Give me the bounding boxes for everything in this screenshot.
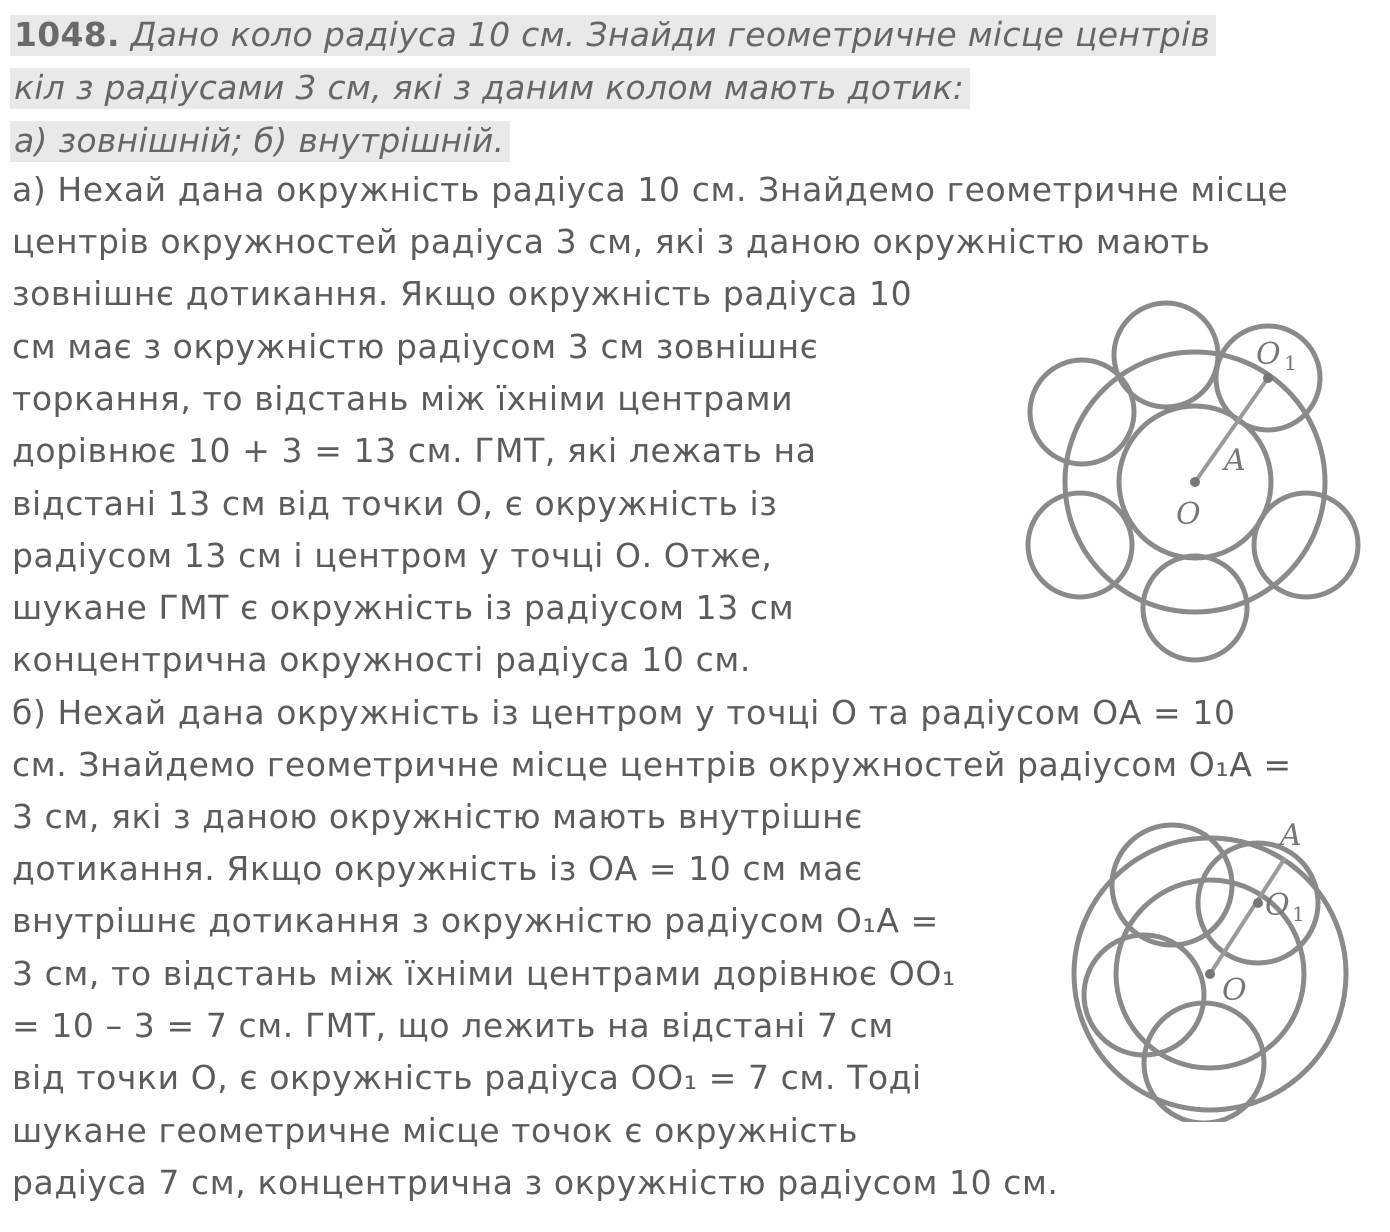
figure-external-tangency — [1020, 298, 1370, 670]
solution-b-line: см. Знайдемо геометричне місце центрів окружностей радіусом О₁А = — [12, 745, 1292, 784]
solution-a-line: відстані 13 см від точки О, є окружність із — [12, 484, 778, 523]
task-number: 1048. — [14, 15, 120, 54]
solution-a-line: центрів окружностей радіуса 3 см, які з даною окружністю мають — [12, 222, 1211, 261]
solution-a-line: шукане ГМТ є окружність із радіусом 13 см — [12, 588, 795, 627]
solution-a-line: концентрична окружності радіуса 10 см. — [12, 640, 751, 679]
point-o1 — [1253, 898, 1263, 908]
task-line-3: а) зовнішній; б) внутрішній. — [10, 114, 1350, 167]
task-line-1: 1048. Дано коло радіуса 10 см. Знайди геометричне місце центрів — [10, 8, 1350, 61]
point-o — [1205, 969, 1215, 979]
task-line-2: кіл з радіусами 3 см, які з даним колом мають дотик: — [10, 61, 1350, 114]
solution-a-line: торкання, то відстань між їхніми центрами — [12, 379, 794, 418]
solution-a-line: а) Нехай дана окружність радіуса 10 см. Знайдемо геометричне місце — [12, 170, 1289, 209]
label-o1: O — [1256, 337, 1281, 372]
solution-b-line: радіуса 7 см, концентрична з окружністю радіусом 10 см. — [12, 1163, 1059, 1202]
task-statement — [10, 8, 1350, 167]
figure-internal-tangency — [1062, 812, 1362, 1122]
solution-b-line: від точки О, є окружність радіуса ОО₁ = 7 см. Тоді — [12, 1058, 922, 1097]
solution-b-line: внутрішнє дотикання з окружністю радіусом О₁А = — [12, 901, 939, 940]
label-o1-subscript: 1 — [1284, 351, 1297, 375]
solution-b-line: 3 см, то відстань між їхніми центрами дорівнює ОО₁ — [12, 954, 956, 993]
solution-a-line: дорівнює 10 + 3 = 13 см. ГМТ, які лежать на — [12, 431, 817, 470]
solution-b-line: шукане геометричне місце точок є окружність — [12, 1111, 859, 1150]
solution-a-line: см має з окружністю радіусом 3 см зовнішнє — [12, 327, 819, 366]
label-a: A — [1280, 818, 1302, 853]
point-o1 — [1263, 373, 1273, 383]
label-o: O — [1176, 497, 1201, 532]
solution-b-line: дотикання. Якщо окружність із ОА = 10 см має — [12, 849, 863, 888]
label-o1: O — [1265, 888, 1290, 923]
label-o1-subscript: 1 — [1292, 902, 1305, 926]
tangent-circle — [1030, 360, 1134, 464]
label-a: A — [1224, 443, 1246, 478]
label-o: O — [1222, 973, 1247, 1008]
point-o — [1190, 477, 1200, 487]
solution-a-line: радіусом 13 см і центром у точці О. Отже, — [12, 536, 773, 575]
solution-b-line: 3 см, які з даною окружністю мають внутрішнє — [12, 797, 863, 836]
solution-b-line: б) Нехай дана окружність із центром у точці О та радіусом ОА = 10 — [12, 693, 1236, 732]
solution-b-line: = 10 – 3 = 7 см. ГМТ, що лежить на відстані 7 см — [12, 1006, 894, 1045]
solution-a-line: зовнішнє дотикання. Якщо окружність радіуса 10 — [12, 274, 913, 313]
tangent-circle — [1084, 935, 1204, 1055]
